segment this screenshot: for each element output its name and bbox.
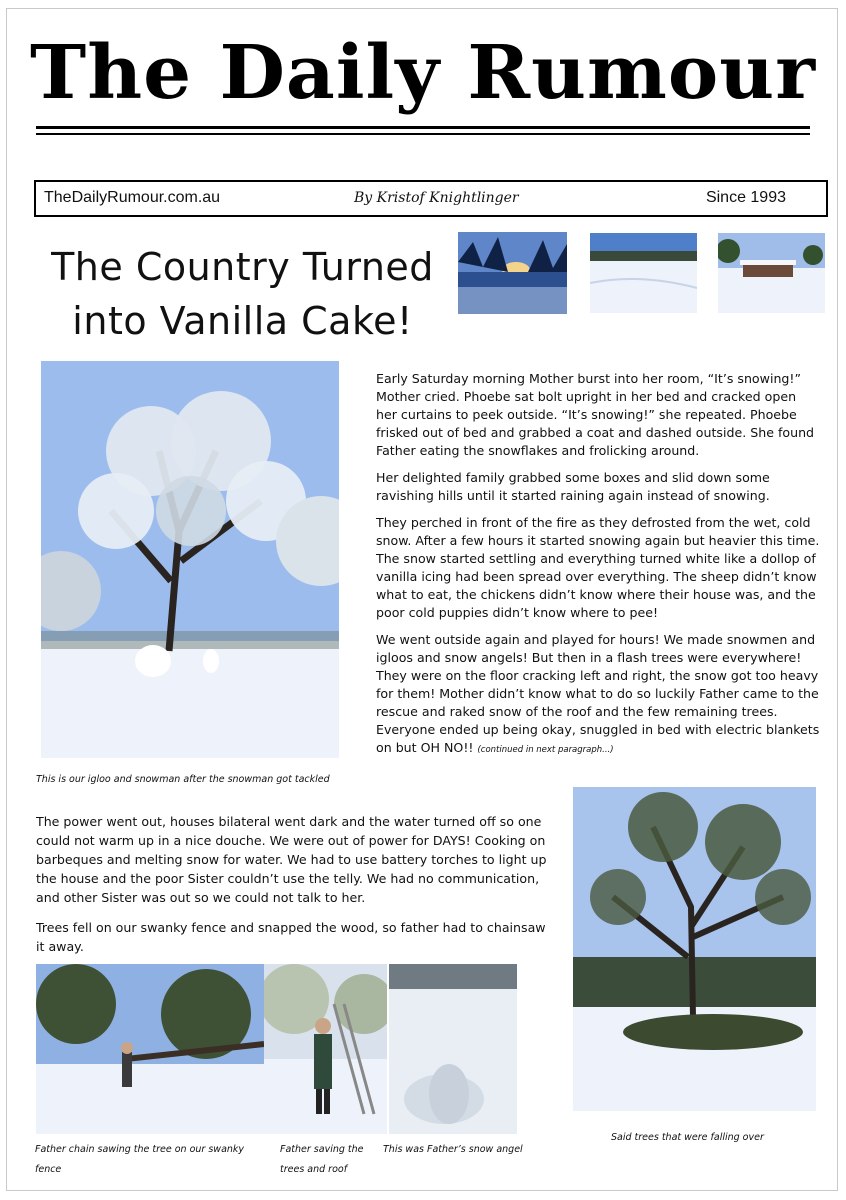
info-bar bbox=[34, 180, 828, 217]
article-paragraph: Trees fell on our swanky fence and snapped the wood, so father had to chainsaw it away. bbox=[36, 920, 546, 954]
article-paragraph: Early Saturday morning Mother burst into her room, “It’s snowing!” Mother cried. Phoebe sat bolt upright in her bed and cracked open her curtains to peek outside. “It’s snowing!” she repeated. Phoebe frisked out of bed and grabbed a coat and dashed outside. She found Father eating the snowflakes and frolicking around. bbox=[376, 371, 815, 458]
snow-angel-photo bbox=[389, 964, 517, 1134]
igloo-caption: This is our igloo and snowman after the snowman got tackled bbox=[36, 774, 330, 785]
byline: By Kristof Knightlinger bbox=[354, 190, 519, 206]
article-paragraph: Her delighted family grabbed some boxes and slid down some ravishing hills until it started raining again instead of snowing. bbox=[376, 470, 770, 503]
article-paragraph: The power went out, houses bilateral went dark and the water turned off so one could not warm up in a nice douche. We were out of power for DAYS! Cooking on barbeques and melting snow for water. We had to use battery torches to light up the house and the poor Sister couldn’t use the telly. We had no communication, and other Sister was out so we could not talk to her. bbox=[36, 814, 547, 905]
roof-rescue-photo bbox=[264, 964, 387, 1134]
since-date: Since 1993 bbox=[705, 189, 786, 206]
chainsaw-photo bbox=[36, 964, 264, 1134]
article-headline: The Country Turned into Vanilla Cake! bbox=[51, 245, 434, 343]
masthead-rule-thin bbox=[36, 133, 810, 135]
saving-caption: Father saving the trees and roof bbox=[280, 1144, 364, 1175]
falling-trees-photo bbox=[573, 787, 816, 1111]
snowy-house-photo bbox=[718, 233, 825, 313]
article-body-lower bbox=[36, 812, 556, 967]
chainsaw-caption: Father chain sawing the tree on our swanky fence bbox=[35, 1144, 245, 1175]
masthead-rule bbox=[36, 126, 810, 129]
website-link[interactable]: TheDailyRumour.com.au bbox=[44, 189, 221, 206]
igloo-snowman-photo bbox=[41, 361, 339, 758]
continued-note: (continued in next paragraph...) bbox=[477, 745, 614, 755]
article-paragraph-text: We went outside again and played for hours! We made snowmen and igloos and snow angels! But then in a flash trees were everywhere! They were on the floor cracking left and right, the snow got too heavy for them! Mother didn’t know what to do so luckily Father came to the rescue and raked snow of the roof and the few remaining trees. Everyone ended up being okay, snuggled in bed with electric blankets on but OH NO!! bbox=[376, 632, 820, 755]
snowy-dawn-photo bbox=[458, 232, 567, 314]
article-body-column bbox=[376, 370, 820, 768]
masthead-title: The Daily Rumour bbox=[30, 30, 816, 116]
article-paragraph: They perched in front of the fire as they defrosted from the wet, cold snow. After a few hours it started snowing again but heavier this time. The snow started settling and everything turned white like a dollop of vanilla icing had been spread over everything. The sheep didn’t know what to eat, the chickens didn’t know where their house was, and the poor cold puppies didn’t know where to pee! bbox=[376, 515, 820, 620]
falling-trees-caption: Said trees that were falling over bbox=[611, 1132, 764, 1143]
snow-angel-caption: This was Father’s snow angel bbox=[383, 1144, 523, 1155]
article-paragraph bbox=[376, 631, 820, 759]
snowy-field-photo bbox=[590, 233, 697, 313]
